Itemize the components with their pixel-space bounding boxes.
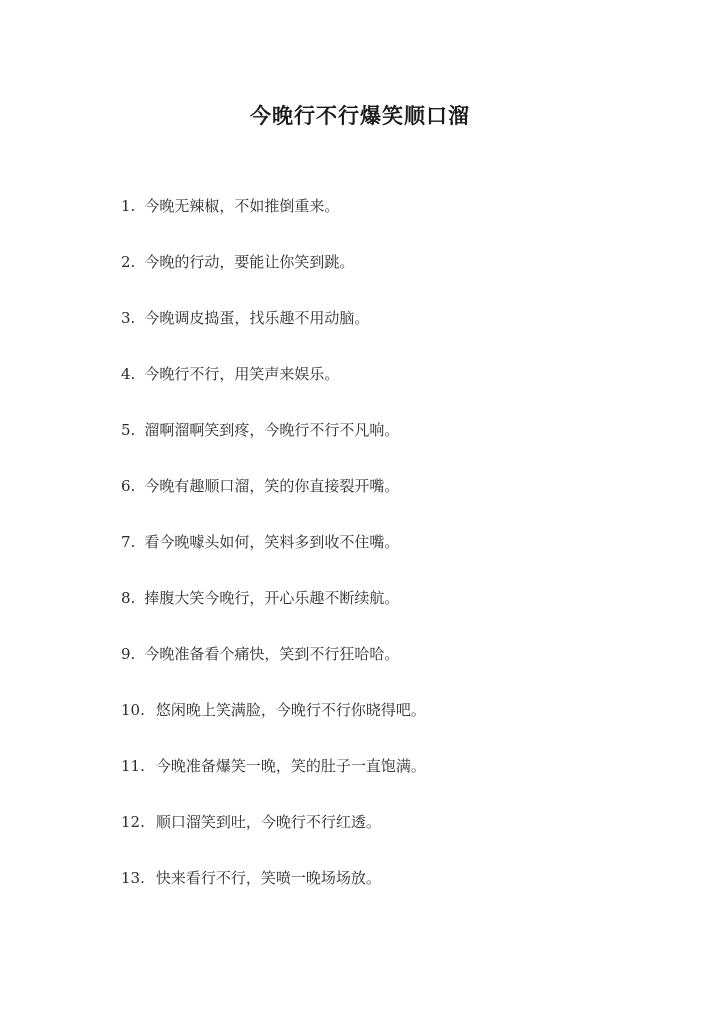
item-number: 12. (121, 813, 145, 831)
item-number: 1. (121, 197, 136, 215)
item-text: 今晚行不行，用笑声来娱乐。 (144, 365, 340, 383)
list-item (121, 362, 681, 418)
item-text: 溜啊溜啊笑到疼，今晚行不行不凡响。 (144, 421, 400, 439)
item-number: 6. (121, 477, 136, 495)
item-number: 2. (121, 253, 136, 271)
item-number: 4. (121, 365, 136, 383)
item-text: 捧腹大笑今晚行，开心乐趣不断续航。 (144, 589, 400, 607)
item-number: 11. (121, 757, 145, 775)
item-number: 10. (121, 701, 145, 719)
item-number: 13. (121, 869, 145, 887)
list-item (121, 194, 681, 250)
list-item (121, 810, 681, 866)
item-text: 顺口溜笑到吐，今晚行不行红透。 (155, 813, 381, 831)
item-text: 今晚无辣椒，不如推倒重来。 (144, 197, 340, 215)
list-item (121, 642, 681, 698)
list-item (121, 250, 681, 306)
item-text: 快来看行不行，笑喷一晚场场放。 (155, 869, 381, 887)
list-item (121, 306, 681, 362)
list-item (121, 866, 681, 922)
list-item (121, 586, 681, 642)
item-text: 今晚调皮捣蛋，找乐趣不用动脑。 (144, 309, 370, 327)
item-number: 9. (121, 645, 136, 663)
list-item (121, 474, 681, 530)
item-text: 今晚有趣顺口溜，笑的你直接裂开嘴。 (144, 477, 400, 495)
item-text: 今晚准备看个痛快，笑到不行狂哈哈。 (144, 645, 400, 663)
document-title: 今晚行不行爆笑顺口溜 (250, 103, 470, 129)
list-item (121, 418, 681, 474)
item-number: 8. (121, 589, 136, 607)
item-text: 今晚准备爆笑一晚，笑的肚子一直饱满。 (155, 757, 426, 775)
list-item (121, 754, 681, 810)
item-text: 看今晚噱头如何，笑料多到收不住嘴。 (144, 533, 400, 551)
item-number: 3. (121, 309, 136, 327)
item-number: 7. (121, 533, 136, 551)
list-item (121, 530, 681, 586)
list-item (121, 698, 681, 754)
item-text: 今晚的行动，要能让你笑到跳。 (144, 253, 355, 271)
item-number: 5. (121, 421, 136, 439)
item-text: 悠闲晚上笑满脸，今晚行不行你晓得吧。 (155, 701, 426, 719)
joke-list (121, 194, 681, 922)
